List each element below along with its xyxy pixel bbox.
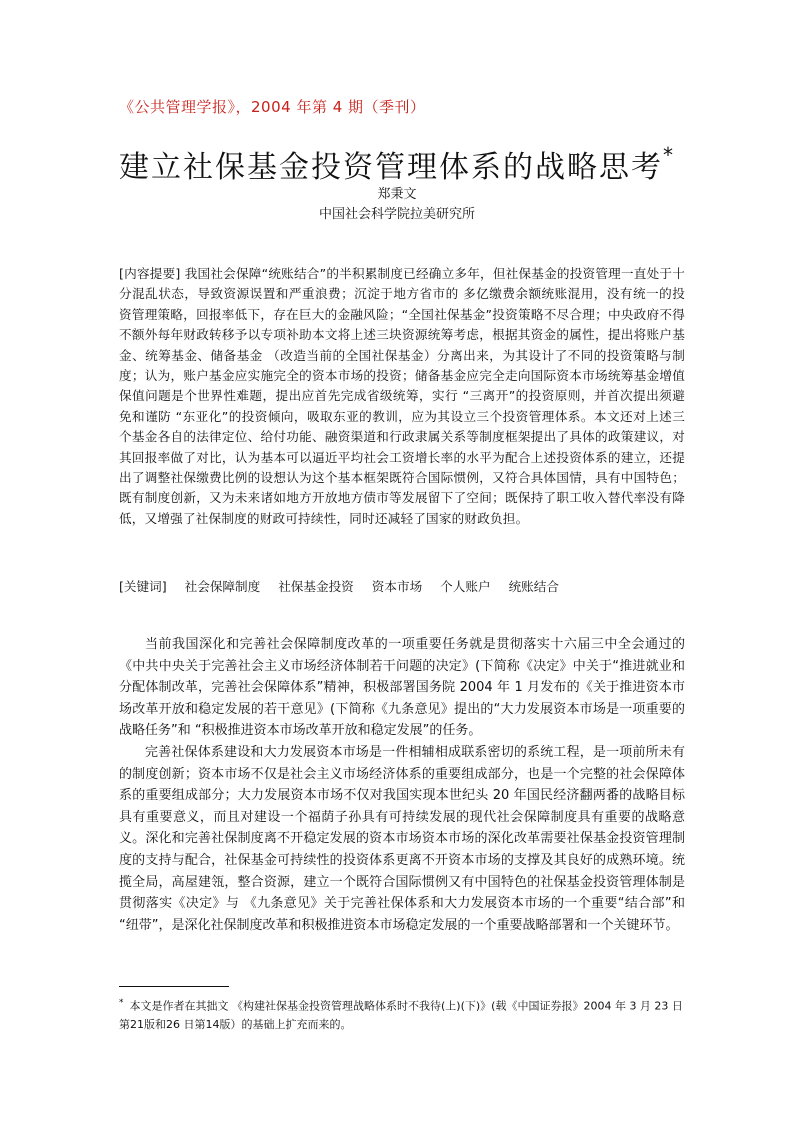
keywords: [119, 576, 685, 595]
keyword: 社会保障制度: [184, 579, 261, 594]
title-footnote-mark: *: [663, 143, 675, 167]
abstract-label: [内容提要]: [119, 266, 181, 281]
abstract-text: 我国社会保障“统账结合”的半积累制度已经确立多年，但社保基金的投资管理一直处于十分混乱状态，导致资源误置和严重浪费；沉淀于地方省市的 多亿缴费余额统账混用，没有统一的投资管理策略，回报率低下，存在巨大的金融风险；“全国社保基金”投资策略不尽合理；中央政府不得不额外每年财政转移予以专项补助本文将上述三块资源统筹考虑，根据其资金的属性，提出将账户基金、统筹基金、储备基金 （改造当前的全国社保基金）分离出来，为其设计了不同的投资策略与制度；认为，账户基金应实施完全的资本市场的投资；储备基金应完全走向国际资本市场统筹基金增值保值问题是个世界性难题，提出应首先完成省级统筹，实行 “三离开”的投资原则，并首次提出须避免和谨防 “东亚化”的投资倾向，吸取东亚的教训，应为其设立三个投资管理体系。本文还对上述三个基金各自的法律定位、给付功能、融资渠道和行政隶属关系等制度框架提出了具体的政策建议，对其回报率做了对比，认为基本可以逼近平均社会工资增长率的水平为配合上述投资体系的建立，还提出了调整社保缴费比例的设想认为这个基本框架既符合国际惯例，又符合具体国情，具有中国特色；既有制度创新，又为未来诸如地方开放地方债市等发展留下了空间；既保持了职工收入替代率没有降低，又增强了社保制度的财政可持续性，同时还减轻了国家的财政负担。: [119, 266, 685, 526]
keywords-label: [关键词]: [119, 579, 167, 594]
page-title: [0, 142, 794, 186]
footnote-divider: [119, 986, 229, 987]
author-affiliation: 中国社会科学院拉美研究所: [318, 207, 475, 222]
keyword: 个人账户: [440, 579, 491, 594]
body-paragraph: 完善社保体系建设和大力发展资本市场是一件相辅相成联系密切的系统工程，是一项前所未有的制度创新；资本市场不仅是社会主义市场经济体系的重要组成部分，也是一个完整的社会保障体系的重要组成部分；大力发展资本市场不仅对我国实现本世纪头 20 年国民经济翻两番的战略目标具有重要意义，而且对建设一个福荫子孙具有可持续发展的现代社会保障制度具有重要的战略意义。深化和完善社保制度离不开稳定发展的资本市场资本市场的深化改革需要社保基金投资管理制度的支持与配合，社保基金可持续性的投资体系更离不开资本市场的支撑及其良好的成熟环境。统揽全局，高屋建瓴，整合资源，建立一个既符合国际惯例又有中国特色的社保基金投资管理体制是贯彻落实《决定》与 《九条意见》关于完善社保体系和大力发展资本市场的一个重要“结合部”和 “纽带”，是深化社保制度改革和积极推进资本市场稳定发展的一个重要战略部署和一个关键环节。: [119, 744, 685, 933]
body-paragraph: 当前我国深化和完善社会保障制度改革的一项重要任务就是贯彻落实十六届三中全会通过的 《中共中央关于完善社会主义市场经济体制若干问题的决定》(下简称《决定》中关于“推进就业和分配体制改革，完善社会保障体系”精神，积极部署国务院 2004 年 1 月发布的《关于推进资本市场改革开放和稳定发展的若干意见》(下简称《九条意见》提出的“大力发展资本市场是一项重要的战略任务”和 “积极推进资本市场改革开放和稳定发展”的任务。: [119, 637, 685, 739]
keyword: 社保基金投资: [278, 579, 354, 594]
keyword: 资本市场: [371, 579, 423, 594]
keyword: 统账结合: [508, 579, 559, 594]
footnote-text: 本文是作者在其拙文 《构建社保基金投资管理战略体系时不我待(上)(下)》(载《中国证券报》2004 年 3 月 23 日第21版和26 日第14版）的基础上扩充而来的。: [119, 999, 683, 1031]
author-name: 郑秉文: [377, 187, 417, 202]
title-text: 建立社保基金投资管理体系的战略思考: [119, 150, 663, 185]
footnote: [119, 994, 685, 1034]
body-text: [119, 634, 685, 936]
abstract: [119, 264, 685, 529]
footnote-mark: *: [119, 998, 124, 1008]
journal-citation: 《公共管理学报》，2004 年第 4 期（季刊）: [119, 98, 426, 116]
